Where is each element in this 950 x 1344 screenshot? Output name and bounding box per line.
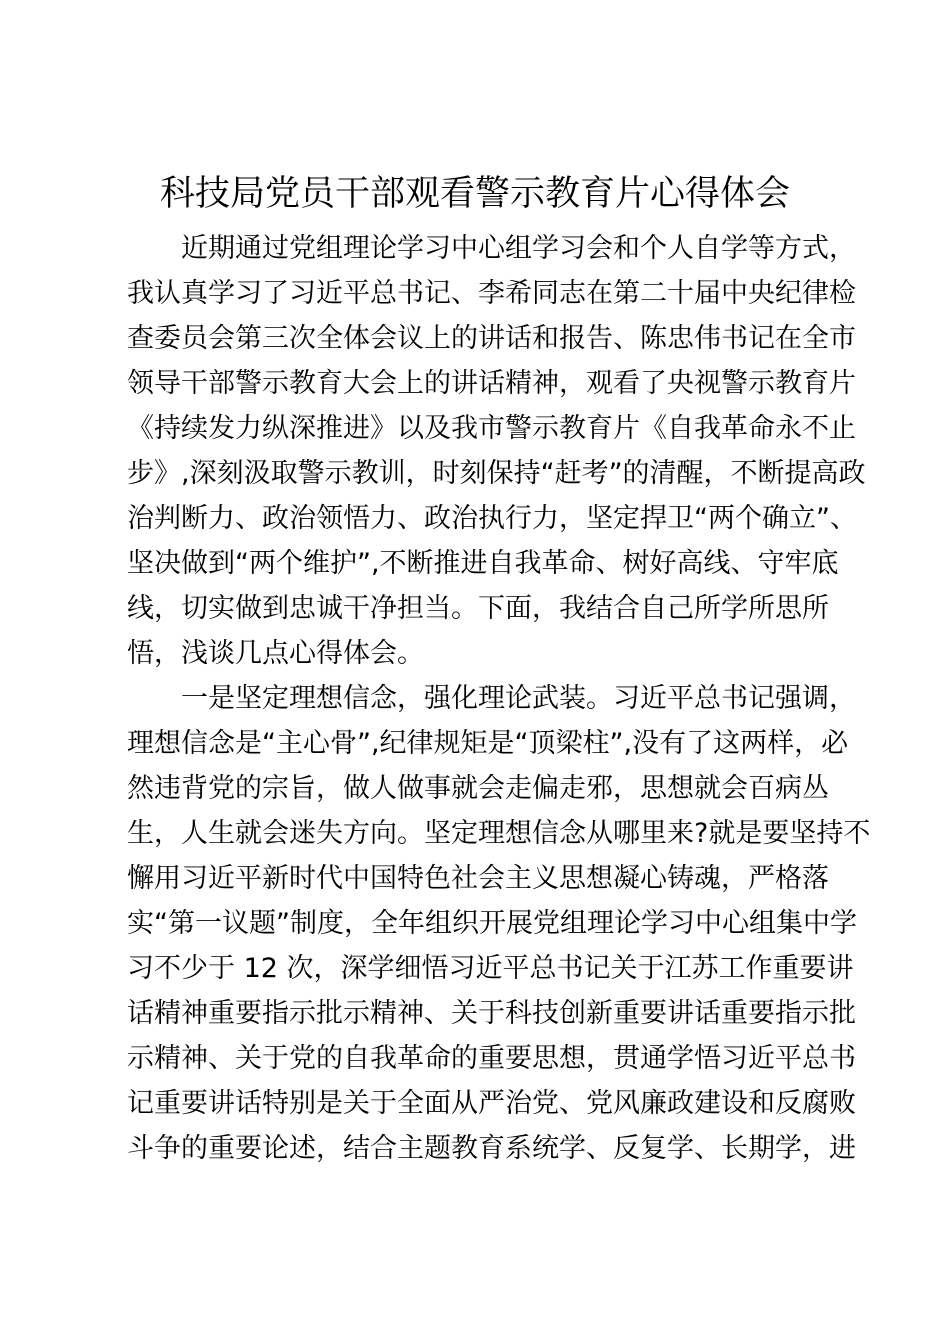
- paragraph-2-line-10: 记重要讲话特别是关于全面从严治党、党风廉政建设和反腐败: [127, 1088, 856, 1119]
- paragraph-1-line-4: 领导干部警示教育大会上的讲话精神，观看了央视警示教育片: [127, 368, 856, 399]
- document-title: 科技局党员干部观看警示教育片心得体会: [159, 174, 790, 214]
- paragraph-1-line-3: 查委员会第三次全体会议上的讲话和报告、陈忠伟书记在全市: [127, 323, 856, 354]
- paragraph-2-line-9: 示精神、关于党的自我革命的重要思想，贯通学悟习近平总书: [127, 1043, 856, 1074]
- paragraph-2-line-11: 斗争的重要论述，结合主题教育系统学、反复学、长期学，进: [127, 1133, 856, 1164]
- paragraph-1-line-5: 《持续发力纵深推进》以及我市警示教育片《自我革命永不止: [127, 413, 856, 444]
- paragraph-2-line-5: 懈用习近平新时代中国特色社会主义思想凝心铸魂，严格落: [127, 863, 829, 894]
- paragraph-2-line-4: 生，人生就会迷失方向。坚定理想信念从哪里来?就是要坚持不: [127, 818, 871, 849]
- paragraph-2-line-8: 话精神重要指示批示精神、关于科技创新重要讲话重要指示批: [127, 998, 856, 1029]
- paragraph-2-line-3: 然违背党的宗旨，做人做事就会走偏走邪，思想就会百病丛: [127, 773, 829, 804]
- paragraph-2-line-1: 一是坚定理想信念，强化理论武装。习近平总书记强调，: [181, 683, 856, 714]
- paragraph-1-line-10: 悟，浅谈几点心得体会。: [127, 638, 424, 669]
- paragraph-1-line-2: 我认真学习了习近平总书记、李希同志在第二十届中央纪律检: [127, 278, 856, 309]
- paragraph-1-line-8: 坚决做到“两个维护”,不断推进自我革命、树好高线、守牢底: [127, 548, 839, 579]
- paragraph-2-line-7: 习不少于 12 次，深学细悟习近平总书记关于江苏工作重要讲: [127, 953, 854, 984]
- paragraph-1-line-7: 治判断力、政治领悟力、政治执行力，坚定捍卫“两个确立”、: [127, 503, 857, 534]
- paragraph-1-line-6: 步》,深刻汲取警示教训，时刻保持“赶考”的清醒，不断提高政: [127, 458, 866, 489]
- paragraph-2-line-2: 理想信念是“主心骨”,纪律规矩是“顶梁柱”,没有了这两样，必: [127, 728, 849, 759]
- paragraph-2-line-6: 实“第一议题”制度，全年组织开展党组理论学习中心组集中学: [127, 908, 857, 939]
- paragraph-1-line-9: 线，切实做到忠诚干净担当。下面，我结合自己所学所思所: [127, 593, 829, 624]
- paragraph-1-line-1: 近期通过党组理论学习中心组学习会和个人自学等方式，: [181, 233, 856, 264]
